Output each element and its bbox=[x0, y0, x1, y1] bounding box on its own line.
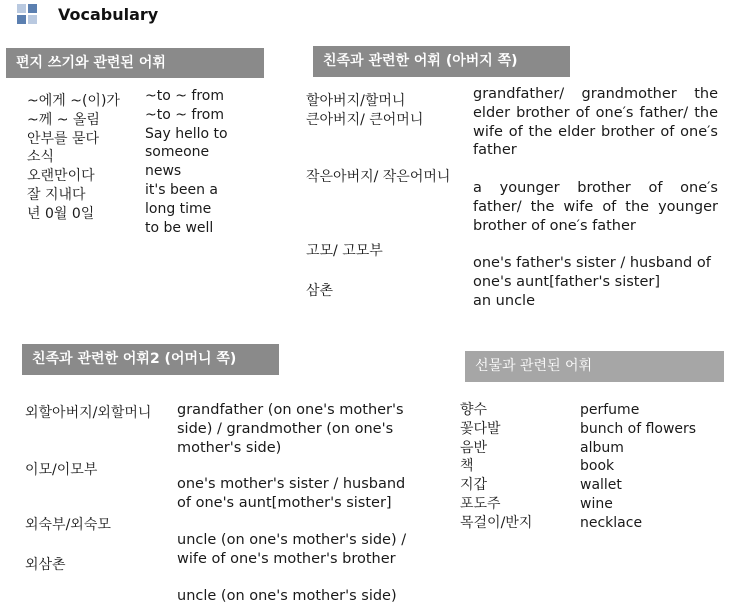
list-item: album bbox=[580, 439, 624, 456]
list-item: 오랜만이다 bbox=[27, 168, 95, 185]
list-item: someone bbox=[145, 144, 210, 161]
list-item: wallet bbox=[580, 477, 622, 494]
father-english-definition: an uncle bbox=[473, 293, 535, 309]
list-item: ~에게 ~(이)가 bbox=[27, 93, 120, 109]
father-section-header: 친족과 관련한 어휘 (아버지 쪽) bbox=[313, 46, 570, 77]
mother-korean-term: 외할아버지/외할머니 bbox=[25, 405, 152, 421]
father-korean-term: 삼촌 bbox=[306, 283, 334, 299]
list-item: book bbox=[580, 458, 615, 475]
list-item: ~to ~ from bbox=[145, 106, 224, 123]
list-item: 목걸이/반지 bbox=[460, 514, 533, 531]
father-korean-term: 큰아버지/ 큰어머니 bbox=[306, 112, 424, 128]
list-item: necklace bbox=[580, 514, 643, 531]
mother-korean-term: 외삼촌 bbox=[25, 557, 66, 573]
father-english-definition: one's father's sister / husband of one's aunt[father's sister] bbox=[473, 255, 711, 290]
mother-korean-term: 이모/이모부 bbox=[25, 462, 98, 478]
list-item: 년 0월 0일 bbox=[27, 205, 95, 222]
list-item: perfume bbox=[580, 402, 640, 418]
list-item: wine bbox=[580, 495, 613, 512]
father-korean-term: 고모/ 고모부 bbox=[306, 243, 383, 259]
list-item: it's been a bbox=[145, 181, 218, 198]
list-item: 지갑 bbox=[460, 477, 488, 494]
list-item: 안부를 묻다 bbox=[27, 130, 100, 147]
list-item: Say hello to bbox=[145, 125, 228, 142]
mother-korean-term: 외숙부/외숙모 bbox=[25, 517, 111, 533]
mother-english-definition: uncle (on one's mother's side) bbox=[177, 588, 397, 604]
mother-english-definition: grandfather (on one's mother's side) / grandmother (on one's mother's side) bbox=[177, 402, 404, 456]
list-item: 향수 bbox=[460, 402, 488, 418]
father-korean-term: 작은아버지/ 작은어머니 bbox=[306, 169, 451, 185]
page-title: Vocabulary bbox=[58, 5, 159, 24]
list-item: ~to ~ from bbox=[145, 88, 224, 104]
mother-section-header: 친족과 관련한 어휘2 (어머니 쪽) bbox=[22, 344, 279, 375]
letter-english-list bbox=[145, 87, 228, 237]
gift-korean-list bbox=[460, 401, 532, 533]
list-item: 꽃다발 bbox=[460, 420, 501, 437]
letter-section-header: 편지 쓰기와 관련된 어휘 bbox=[6, 48, 264, 78]
gift-english-list bbox=[580, 401, 696, 533]
father-korean-term: 할아버지/할머니 bbox=[306, 93, 406, 109]
list-item: 소식 bbox=[27, 149, 55, 166]
list-item: news bbox=[145, 163, 182, 180]
stacked-squares-icon bbox=[17, 4, 37, 24]
list-item: 책 bbox=[460, 458, 474, 475]
list-item: long time bbox=[145, 200, 212, 217]
mother-english-definition: one's mother's sister / husband of one's aunt[mother's sister] bbox=[177, 476, 406, 511]
list-item: bunch of flowers bbox=[580, 420, 697, 437]
letter-korean-list bbox=[27, 92, 120, 224]
mother-english-definition: uncle (on one's mother's side) / wife of one's mother's brother bbox=[177, 532, 407, 567]
list-item: 포도주 bbox=[460, 495, 501, 512]
list-item: ~께 ~ 올림 bbox=[27, 111, 100, 128]
gift-section-header: 선물과 관련된 어휘 bbox=[465, 351, 724, 382]
list-item: 잘 지내다 bbox=[27, 186, 86, 203]
list-item: to be well bbox=[145, 219, 214, 236]
father-english-definition: a younger brother of one′s father/ the wife of the younger brother of one′s father bbox=[473, 180, 718, 234]
father-english-definition: grandfather/ grandmother the elder brother of one′s father/ the wife of the elder brother of one′s father bbox=[473, 86, 718, 159]
list-item: 음반 bbox=[460, 439, 488, 456]
